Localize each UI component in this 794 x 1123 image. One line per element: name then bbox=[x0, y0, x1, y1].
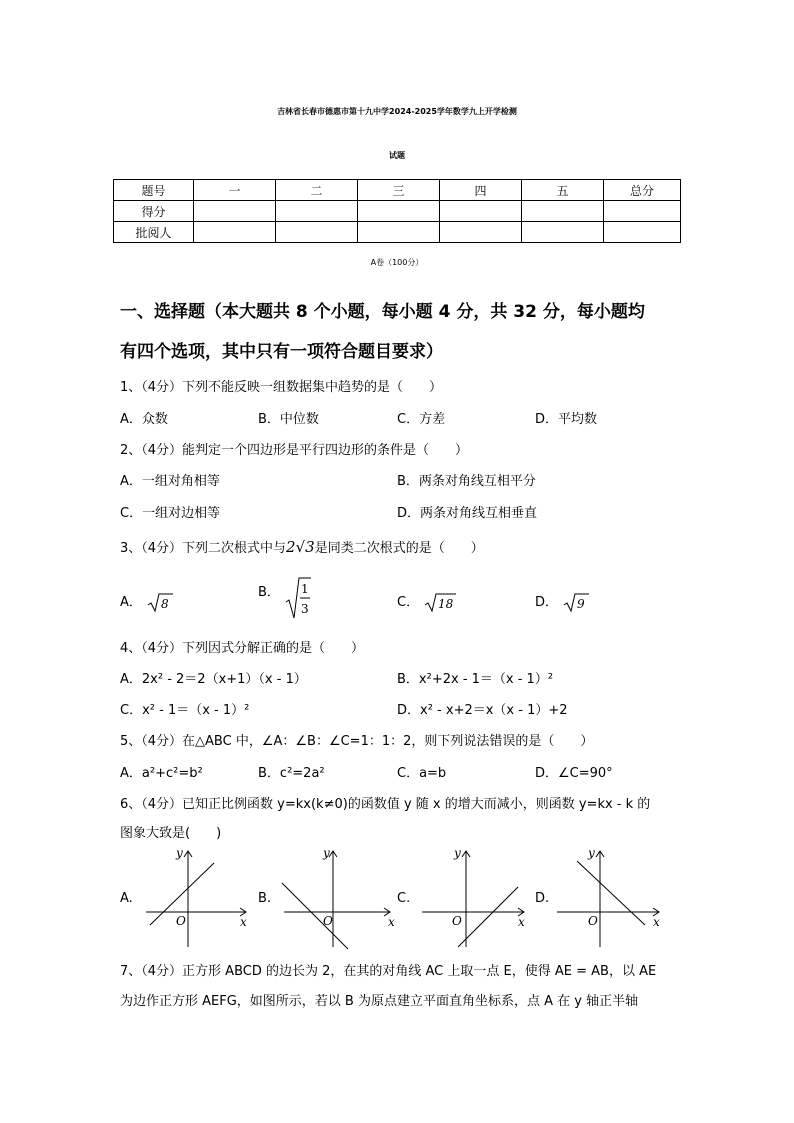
section-heading-line-2: 有四个选项，其中只有一项符合题目要求） bbox=[120, 342, 443, 362]
score-cell[interactable] bbox=[522, 201, 604, 222]
volume-heading: A卷（100分） bbox=[370, 258, 424, 267]
sqrt-sign-icon bbox=[146, 592, 174, 614]
table-header-cell: 一 bbox=[194, 180, 276, 201]
axis-x-label: x bbox=[388, 915, 395, 929]
q4-option-c[interactable]: C．x² - 1＝（x - 1）² bbox=[120, 703, 250, 718]
table-header-cell: 二 bbox=[276, 180, 358, 201]
table-header-cell: 题号 bbox=[114, 180, 194, 201]
q2-option-b[interactable]: B．两条对角线互相平分 bbox=[397, 474, 536, 489]
sqrt-fraction-icon bbox=[284, 576, 312, 620]
q3-stem-suffix: 是同类二次根式的是（ ） bbox=[314, 541, 484, 556]
radicand: 8 bbox=[161, 596, 169, 611]
q5-option-b[interactable]: B．c²=2a² bbox=[258, 766, 325, 781]
q2-option-c[interactable]: C．一组对边相等 bbox=[120, 506, 221, 521]
question-7-line-1: 7、（4分）正方形 ABCD 的边长为 2，在其的对角线 AC 上取一点 E，使得 AE = AB，以 AE bbox=[120, 964, 657, 979]
question-1-stem: 1、（4分）下列不能反映一组数据集中趋势的是（ ） bbox=[120, 380, 443, 395]
title-line-1: 吉林省长春市德惠市第十九中学2024-2025学年数学九上开学检测 bbox=[277, 107, 517, 116]
row-label: 得分 bbox=[114, 201, 194, 222]
table-row bbox=[114, 222, 681, 243]
question-5-stem: 5、（4分）在△ABC 中，∠A：∠B：∠C=1：1：2，则下列说法错误的是（ ） bbox=[120, 734, 594, 749]
axis-y-label: y bbox=[323, 846, 330, 860]
grader-cell[interactable] bbox=[276, 222, 358, 243]
score-cell[interactable] bbox=[358, 201, 440, 222]
score-cell[interactable] bbox=[440, 201, 522, 222]
q5-option-d[interactable]: D．∠C=90° bbox=[535, 766, 613, 781]
q2-option-a[interactable]: A．一组对角相等 bbox=[120, 474, 220, 489]
question-6-stem-line-1: 6、（4分）已知正比例函数 y=kx(k≠0)的函数值 y 随 x 的增大而减小，则函数 y=kx - k 的 bbox=[120, 797, 651, 812]
origin-label: O bbox=[176, 914, 186, 928]
score-cell[interactable] bbox=[276, 201, 358, 222]
q6-graph-a[interactable] bbox=[140, 843, 255, 951]
question-3-stem bbox=[120, 537, 484, 556]
grader-cell[interactable] bbox=[194, 222, 276, 243]
q3-radical-expression: 2√3 bbox=[286, 538, 315, 556]
q6-option-d-label[interactable]: D. bbox=[535, 891, 550, 906]
row-label: 批阅人 bbox=[114, 222, 194, 243]
q3-option-c[interactable] bbox=[397, 591, 457, 614]
q4-option-b[interactable]: B．x²+2x - 1＝（x - 1）² bbox=[397, 672, 554, 687]
section-heading-line-1: 一、选择题（本大题共 8 个小题，每小题 4 分，共 32 分，每小题均 bbox=[120, 302, 645, 322]
table-row bbox=[114, 201, 681, 222]
score-cell[interactable] bbox=[194, 201, 276, 222]
q4-option-d[interactable]: D．x² - x+2＝x（x - 1）+2 bbox=[397, 703, 568, 718]
grader-cell[interactable] bbox=[522, 222, 604, 243]
score-table bbox=[113, 179, 681, 243]
table-header-cell: 总分 bbox=[604, 180, 681, 201]
q2-option-d[interactable]: D．两条对角线互相垂直 bbox=[397, 506, 538, 521]
q1-option-d[interactable]: D．平均数 bbox=[535, 412, 598, 427]
radicand: 18 bbox=[438, 596, 454, 611]
q5-option-c[interactable]: C．a=b bbox=[397, 766, 447, 781]
table-row bbox=[114, 180, 681, 201]
q3-option-b[interactable] bbox=[258, 576, 312, 620]
fraction-denominator: 3 bbox=[301, 602, 309, 616]
sqrt-sign-icon bbox=[423, 592, 457, 614]
option-label: A． bbox=[120, 595, 142, 610]
q6-graph-b[interactable] bbox=[278, 843, 398, 951]
q6-option-a-label[interactable]: A. bbox=[120, 891, 133, 906]
q6-option-c-label[interactable]: C. bbox=[397, 891, 411, 906]
option-label: B． bbox=[258, 584, 280, 600]
score-cell[interactable] bbox=[604, 201, 681, 222]
grader-cell[interactable] bbox=[440, 222, 522, 243]
q1-option-c[interactable]: C．方差 bbox=[397, 412, 446, 427]
q6-option-b-label[interactable]: B. bbox=[258, 891, 272, 906]
axis-y-label: y bbox=[588, 846, 595, 860]
grader-cell[interactable] bbox=[358, 222, 440, 243]
q1-option-b[interactable]: B．中位数 bbox=[258, 412, 319, 427]
option-label: C． bbox=[397, 595, 420, 610]
q4-option-a[interactable]: A．2x² - 2＝2（x+1）（x - 1） bbox=[120, 672, 307, 687]
fraction-numerator: 1 bbox=[301, 582, 309, 596]
q5-option-a[interactable]: A．a²+c²=b² bbox=[120, 766, 203, 781]
q1-option-a[interactable]: A．众数 bbox=[120, 412, 168, 427]
q6-graph-d[interactable] bbox=[555, 843, 665, 951]
table-header-cell: 四 bbox=[440, 180, 522, 201]
axis-y-label: y bbox=[454, 846, 461, 860]
title-line-2: 试题 bbox=[389, 151, 405, 160]
q3-option-a[interactable] bbox=[120, 591, 174, 614]
origin-label: O bbox=[588, 914, 598, 928]
q3-stem-prefix: 3、（4分）下列二次根式中与 bbox=[120, 541, 287, 556]
axis-x-label: x bbox=[653, 915, 660, 929]
axis-y-label: y bbox=[176, 846, 183, 860]
grader-cell[interactable] bbox=[604, 222, 681, 243]
question-7-line-2: 为边作正方形 AEFG，如图所示，若以 B 为原点建立平面直角坐标系，点 A 在 y 轴正半轴 bbox=[120, 994, 639, 1009]
origin-label: O bbox=[452, 914, 462, 928]
sqrt-sign-icon bbox=[562, 592, 590, 614]
q6-graph-c[interactable] bbox=[418, 843, 533, 951]
question-2-stem: 2、（4分）能判定一个四边形是平行四边形的条件是（ ） bbox=[120, 443, 469, 458]
question-4-stem: 4、（4分）下列因式分解正确的是（ ） bbox=[120, 641, 365, 656]
radicand: 9 bbox=[577, 596, 585, 611]
table-header-cell: 五 bbox=[522, 180, 604, 201]
question-6-stem-line-2: 图象大致是( ) bbox=[120, 826, 222, 841]
axis-x-label: x bbox=[240, 915, 247, 929]
option-label: D． bbox=[535, 595, 559, 610]
table-header-cell: 三 bbox=[358, 180, 440, 201]
origin-label: O bbox=[323, 914, 333, 928]
q3-option-d[interactable] bbox=[535, 591, 590, 614]
axis-x-label: x bbox=[518, 915, 525, 929]
